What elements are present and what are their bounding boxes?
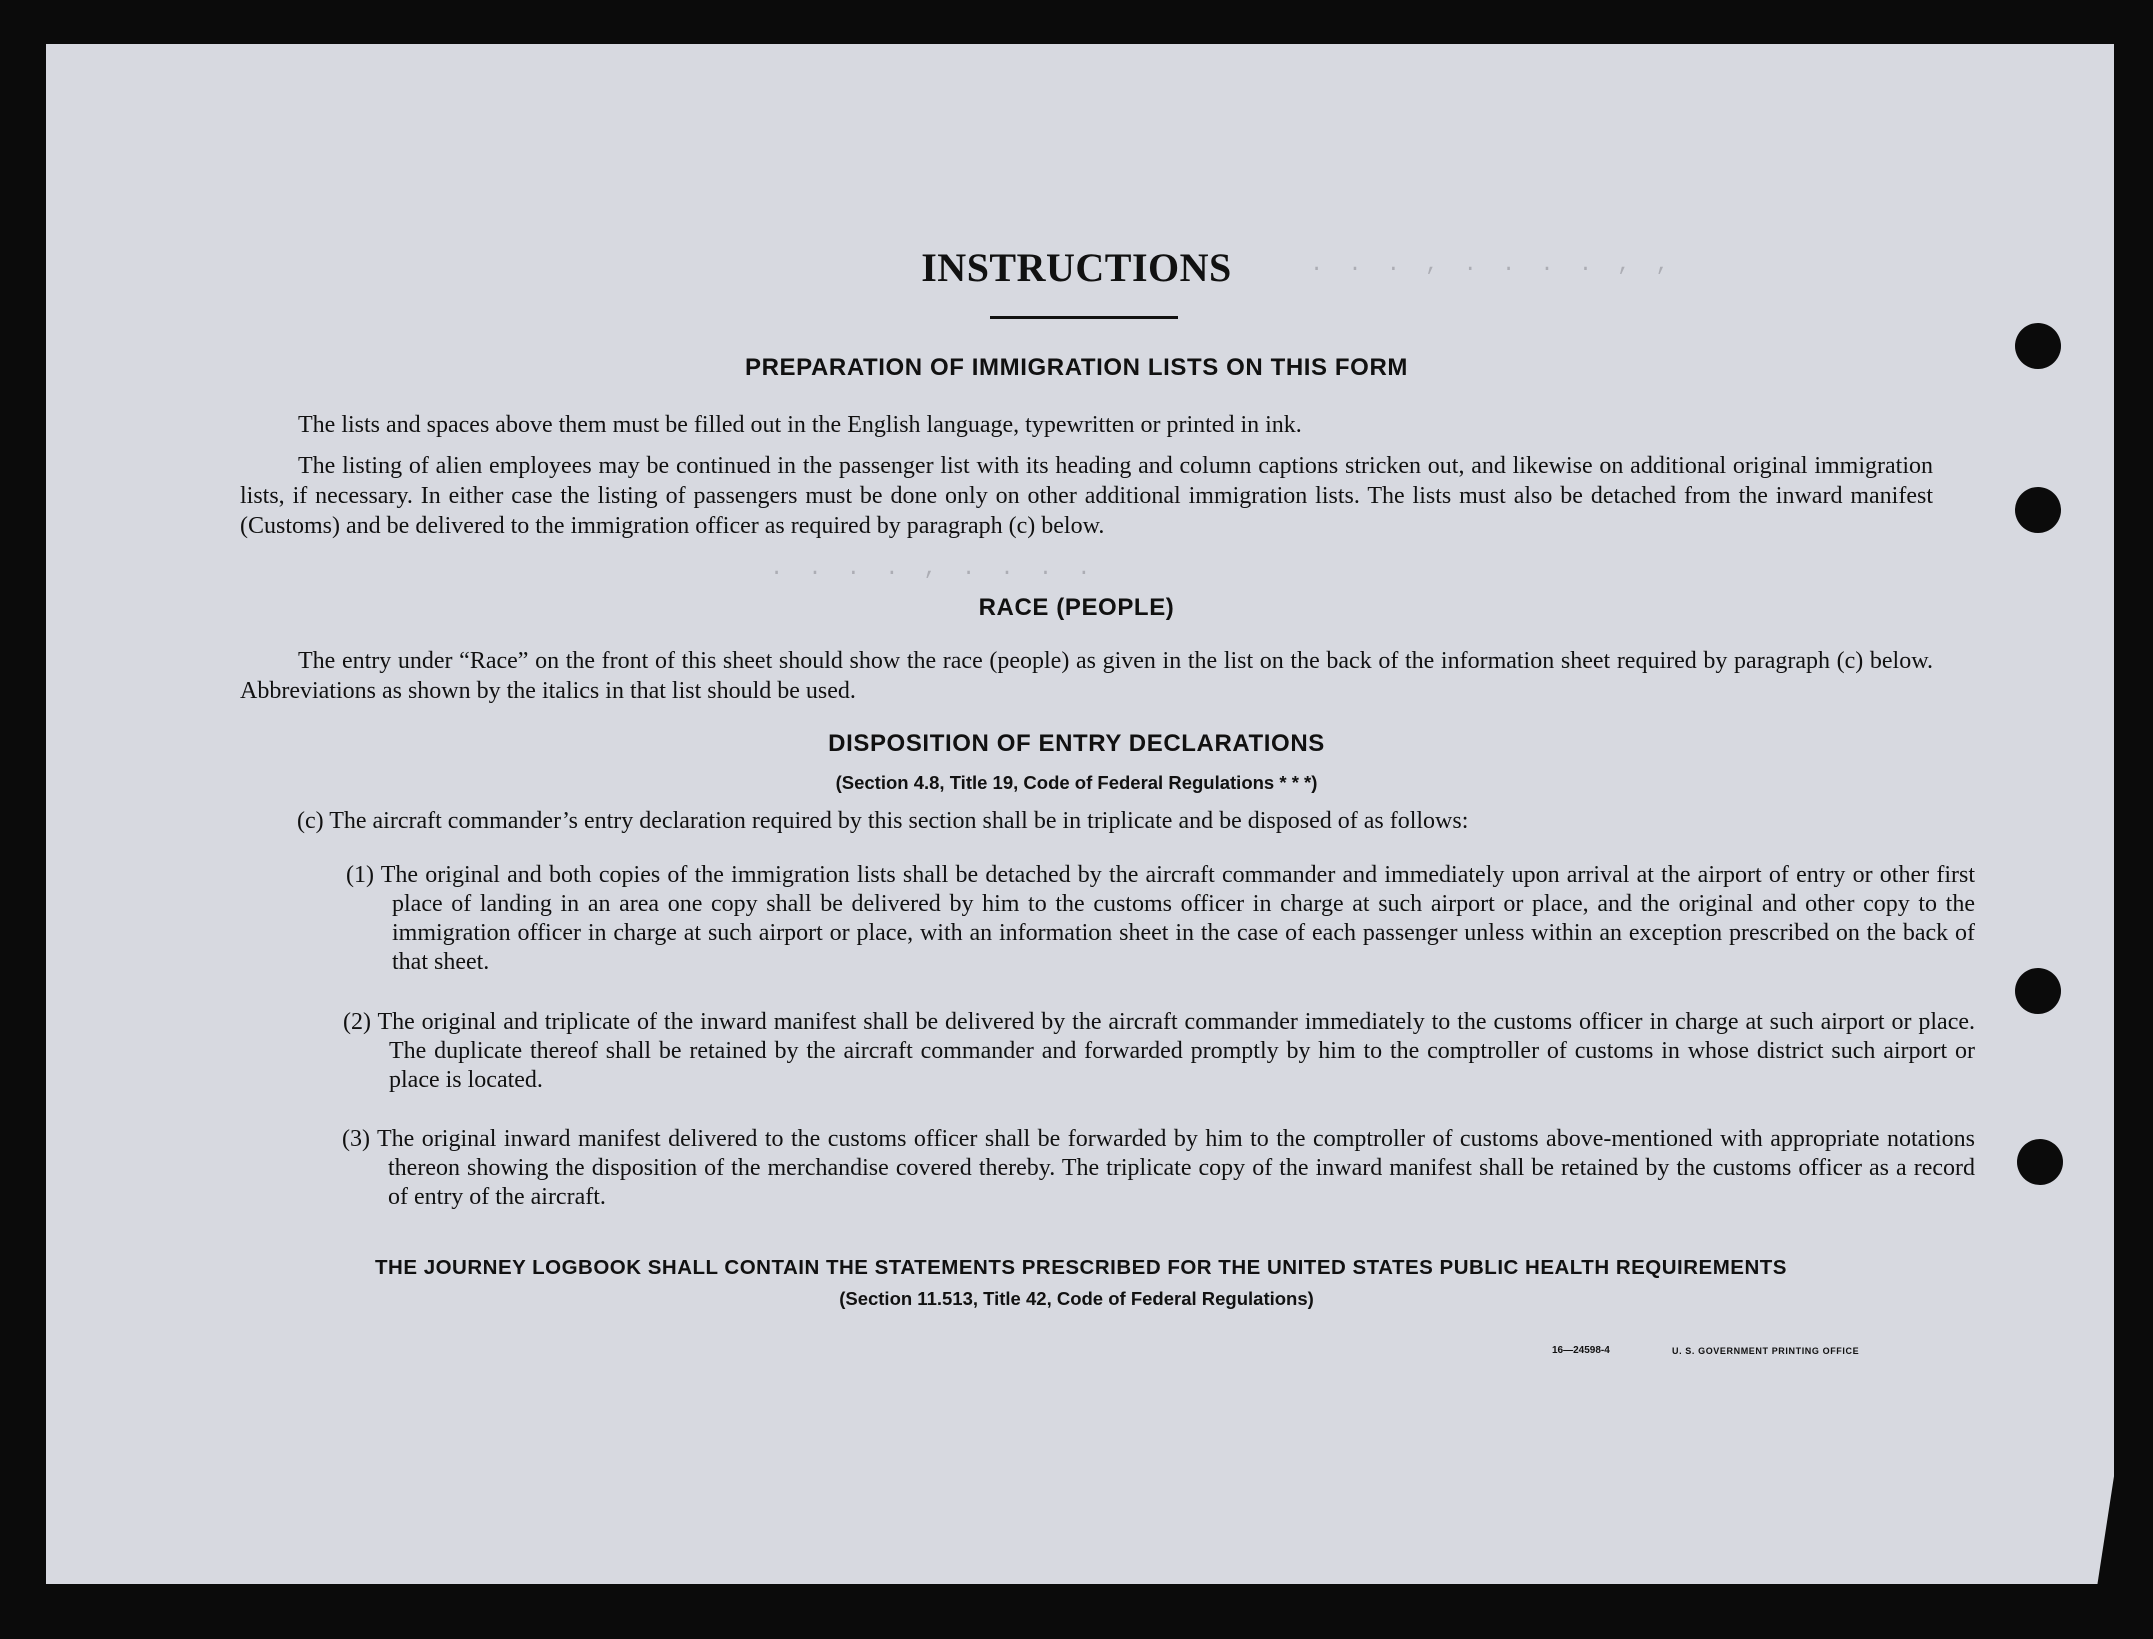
footer-citation: (Section 11.513, Title 42, Code of Federal Regulations) <box>839 1288 1314 1309</box>
section-heading-preparation: PREPARATION OF IMMIGRATION LISTS ON THIS FORM <box>745 354 1408 381</box>
title-underline <box>990 316 1178 319</box>
paragraph-race: The entry under “Race” on the front of this sheet should show the race (people) as given in the list on the back of the information sheet required by paragraph (c) below. Abbreviations as shown by the italics in that list should be used. <box>240 648 1933 704</box>
print-code: 16—24598-4 <box>1552 1345 1610 1356</box>
list-item: (2) The original and triplicate of the inward manifest shall be delivered by the aircraft commander immediately to the customs officer in charge at such airport or place. The duplicate thereof shall be retained by the aircraft commander and forwarded promptly by him to the comptroller of customs in whose district such airport or place is located. <box>343 1009 1975 1093</box>
section-heading-race: RACE (PEOPLE) <box>978 594 1175 621</box>
section-heading-disposition: DISPOSITION OF ENTRY DECLARATIONS <box>828 730 1325 757</box>
footer-statement: THE JOURNEY LOGBOOK SHALL CONTAIN THE STATEMENTS PRESCRIBED FOR THE UNITED STATES PUBLIC HEALTH REQUIREMENTS <box>375 1256 1787 1279</box>
list-item: (3) The original inward manifest delivered to the customs officer shall be forwarded by him to the comptroller of customs above-mentioned with appropriate notations thereon showing the disposition of the merchandise covered thereby. The triplicate copy of the inward manifest shall be retained by the customs officer as a record of entry of the aircraft. <box>342 1126 1975 1210</box>
page-title: INSTRUCTIONS <box>921 245 1232 290</box>
bleed-through-mark: . . . , . . . . , , <box>1310 252 1675 277</box>
disposition-citation: (Section 4.8, Title 19, Code of Federal Regulations * * *) <box>835 772 1318 793</box>
bleed-through-mark: . . . . , . . . . <box>770 556 1097 581</box>
paragraph-preparation-2: The listing of alien employees may be continued in the passenger list with its heading and column captions stricken out, and likewise on additional original immigration lists, if necessary. In either case the listing of passengers must be done only on other additional immigration lists. The lists must also be detached from the inward manifest (Customs) and be delivered to the immigration officer as required by paragraph (c) below. <box>240 453 1933 539</box>
paragraph-preparation-1: The lists and spaces above them must be filled out in the English language, typewritten or printed in ink. <box>298 412 1302 438</box>
list-item: (1) The original and both copies of the immigration lists shall be detached by the aircraft commander and immediately upon arrival at the airport of entry or other first place of landing in an area one copy shall be delivered by him to the customs officer in charge at such airport or place, and the original and other copy to the immigration officer in charge at such airport or place, with an information sheet in the case of each passenger unless within an exception prescribed on the back of that sheet. <box>346 862 1975 975</box>
printing-office: U. S. GOVERNMENT PRINTING OFFICE <box>1672 1346 1860 1356</box>
disposition-intro: (c) The aircraft commander’s entry declaration required by this section shall be in triplicate and be disposed of as follows: <box>297 808 1469 834</box>
